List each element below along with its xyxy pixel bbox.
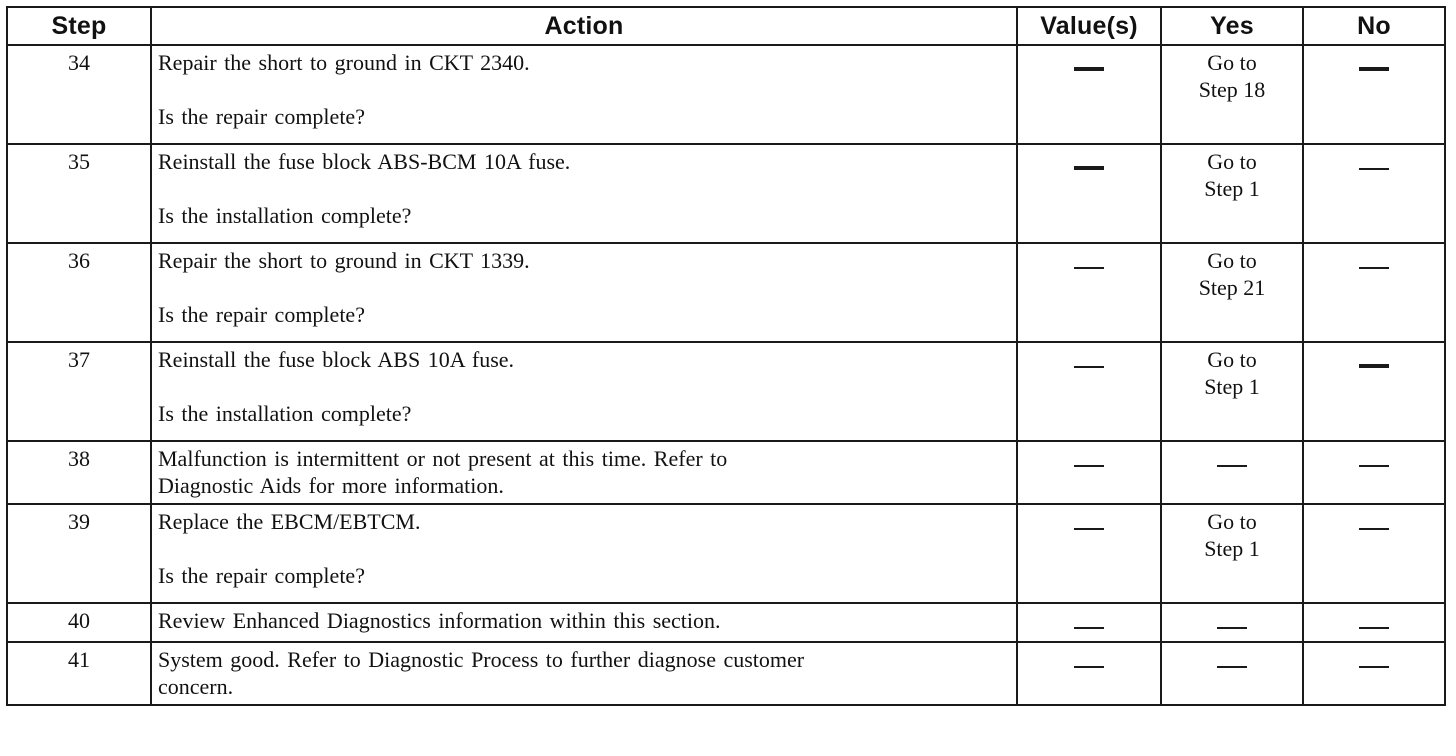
value-cell — [1017, 603, 1161, 642]
action-text-continued: concern. — [158, 674, 234, 699]
value-dash — [1074, 267, 1104, 269]
yes-goto: Go to — [1207, 509, 1257, 534]
yes-cell — [1161, 342, 1303, 441]
value-dash — [1074, 528, 1104, 530]
step-number: 38 — [7, 441, 151, 504]
action-question: Is the installation complete? — [158, 401, 412, 426]
action-question: Is the repair complete? — [158, 104, 365, 129]
value-cell — [1017, 642, 1161, 705]
table-row — [7, 342, 1445, 441]
no-dash — [1359, 168, 1389, 170]
action-text-continued: Diagnostic Aids for more information. — [158, 473, 504, 498]
value-dash — [1074, 666, 1104, 668]
header-no: No — [1303, 7, 1445, 45]
value-dash — [1074, 627, 1104, 629]
no-cell — [1303, 243, 1445, 342]
action-text: System good. Refer to Diagnostic Process to further diagnose customer — [158, 647, 805, 672]
value-dash — [1074, 465, 1104, 467]
header-yes: Yes — [1161, 7, 1303, 45]
table-row — [7, 504, 1445, 603]
action-cell — [151, 603, 1017, 642]
value-cell — [1017, 243, 1161, 342]
action-cell — [151, 342, 1017, 441]
diagnostic-steps-table — [6, 6, 1446, 706]
action-gap — [158, 76, 1008, 103]
value-dash — [1074, 366, 1104, 368]
action-gap — [158, 373, 1008, 400]
yes-goto: Go to — [1207, 248, 1257, 273]
table-row — [7, 45, 1445, 144]
action-gap — [158, 274, 1008, 301]
step-number: 36 — [7, 243, 151, 342]
yes-cell — [1161, 45, 1303, 144]
yes-step: Step 1 — [1204, 176, 1260, 201]
value-cell — [1017, 144, 1161, 243]
yes-goto: Go to — [1207, 149, 1257, 174]
diagnostic-table-page — [6, 6, 1444, 706]
header-action: Action — [151, 7, 1017, 45]
action-cell — [151, 441, 1017, 504]
value-cell — [1017, 45, 1161, 144]
value-cell — [1017, 342, 1161, 441]
action-question: Is the installation complete? — [158, 203, 412, 228]
action-text: Replace the EBCM/EBTCM. — [158, 509, 421, 534]
yes-step: Step 1 — [1204, 536, 1260, 561]
no-dash — [1359, 364, 1389, 368]
yes-goto: Go to — [1207, 347, 1257, 372]
step-number: 41 — [7, 642, 151, 705]
no-dash — [1359, 666, 1389, 668]
yes-step: Step 18 — [1198, 77, 1266, 102]
action-text: Malfunction is intermittent or not present at this time. Refer to — [158, 446, 728, 471]
no-cell — [1303, 342, 1445, 441]
yes-cell — [1161, 504, 1303, 603]
no-dash — [1359, 67, 1389, 71]
no-cell — [1303, 603, 1445, 642]
yes-step: Step 21 — [1198, 275, 1266, 300]
action-text: Review Enhanced Diagnostics information within this section. — [158, 608, 721, 633]
action-text: Reinstall the fuse block ABS-BCM 10A fuse. — [158, 149, 571, 174]
no-dash — [1359, 465, 1389, 467]
action-cell — [151, 144, 1017, 243]
action-cell — [151, 45, 1017, 144]
no-dash — [1359, 267, 1389, 269]
step-number: 39 — [7, 504, 151, 603]
action-text: Repair the short to ground in CKT 1339. — [158, 248, 530, 273]
action-gap — [158, 535, 1008, 562]
no-cell — [1303, 504, 1445, 603]
header-row — [7, 7, 1445, 45]
action-question: Is the repair complete? — [158, 563, 365, 588]
value-cell — [1017, 504, 1161, 603]
yes-cell — [1161, 603, 1303, 642]
no-cell — [1303, 441, 1445, 504]
no-dash — [1359, 528, 1389, 530]
action-text: Repair the short to ground in CKT 2340. — [158, 50, 530, 75]
yes-goto: Go to — [1207, 50, 1257, 75]
no-cell — [1303, 144, 1445, 243]
table-row — [7, 144, 1445, 243]
yes-dash — [1217, 666, 1247, 668]
step-number: 34 — [7, 45, 151, 144]
header-values: Value(s) — [1017, 7, 1161, 45]
no-dash — [1359, 627, 1389, 629]
step-number: 35 — [7, 144, 151, 243]
yes-dash — [1217, 465, 1247, 467]
yes-cell — [1161, 243, 1303, 342]
table-row — [7, 441, 1445, 504]
yes-cell — [1161, 642, 1303, 705]
value-dash — [1074, 67, 1104, 71]
action-cell — [151, 504, 1017, 603]
no-cell — [1303, 45, 1445, 144]
yes-dash — [1217, 627, 1247, 629]
action-cell — [151, 243, 1017, 342]
value-dash — [1074, 166, 1104, 170]
no-cell — [1303, 642, 1445, 705]
action-cell — [151, 642, 1017, 705]
action-gap — [158, 175, 1008, 202]
table-row — [7, 243, 1445, 342]
yes-step: Step 1 — [1204, 374, 1260, 399]
yes-cell — [1161, 144, 1303, 243]
action-question: Is the repair complete? — [158, 302, 365, 327]
yes-cell — [1161, 441, 1303, 504]
value-cell — [1017, 441, 1161, 504]
header-step: Step — [7, 7, 151, 45]
table-row — [7, 642, 1445, 705]
action-text: Reinstall the fuse block ABS 10A fuse. — [158, 347, 515, 372]
step-number: 37 — [7, 342, 151, 441]
table-row — [7, 603, 1445, 642]
step-number: 40 — [7, 603, 151, 642]
